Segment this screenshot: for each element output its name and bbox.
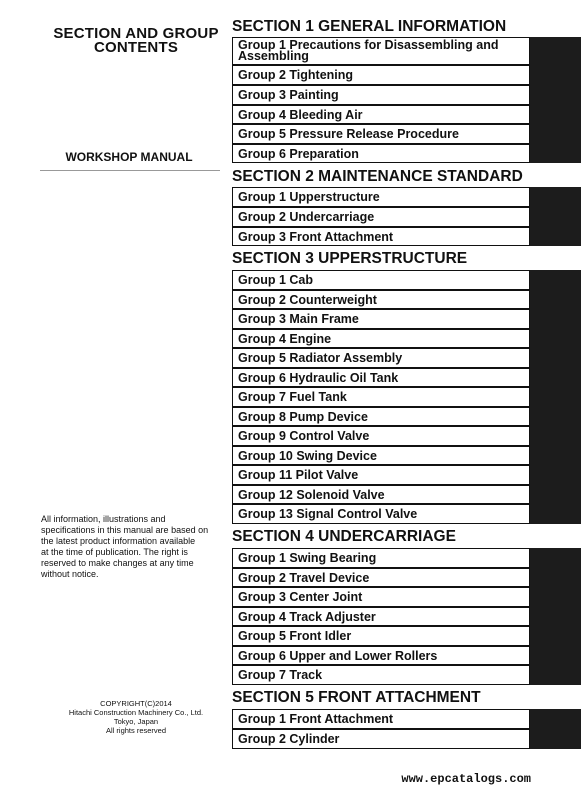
divider xyxy=(40,170,220,171)
toc-row[interactable]: Group 4 Engine xyxy=(232,329,530,348)
workshop-manual-label: WORKSHOP MANUAL xyxy=(65,150,193,164)
toc-row[interactable]: Group 10 Swing Device xyxy=(232,446,530,465)
copyright-line: All rights reserved xyxy=(105,726,167,735)
section-5-title: SECTION 5 FRONT ATTACHMENT xyxy=(232,689,481,706)
toc-row[interactable]: Group 4 Bleeding Air xyxy=(232,105,530,124)
toc-row[interactable]: Group 1 Front Attachment xyxy=(232,709,530,729)
notice-line: without notice. xyxy=(41,569,99,579)
toc-row[interactable]: Group 2 Undercarriage xyxy=(232,207,530,227)
section-1-title: SECTION 1 GENERAL INFORMATION xyxy=(232,18,507,35)
toc-row[interactable]: Group 2 Cylinder xyxy=(232,729,530,749)
toc-row[interactable]: Group 2 Tightening xyxy=(232,65,530,85)
toc-row[interactable]: Group 4 Track Adjuster xyxy=(232,607,530,626)
toc-row[interactable]: Group 9 Control Valve xyxy=(232,426,530,446)
section-tab-1 xyxy=(530,37,581,163)
toc-row[interactable]: Group 6 Upper and Lower Rollers xyxy=(232,646,530,665)
section-tab-2 xyxy=(530,187,581,246)
contents-title xyxy=(45,27,227,55)
section-tab-4 xyxy=(530,548,581,685)
toc-row[interactable]: Group 1 Precautions for Disassembling and Assembling xyxy=(232,37,530,65)
toc-row[interactable]: Group 6 Hydraulic Oil Tank xyxy=(232,368,530,387)
contents-title-line1: SECTION AND GROUP xyxy=(53,25,219,42)
section-tab-5 xyxy=(530,709,581,749)
toc-row[interactable]: Group 6 Preparation xyxy=(232,144,530,163)
toc-row[interactable]: Group 7 Fuel Tank xyxy=(232,387,530,407)
toc-row[interactable]: Group 3 Painting xyxy=(232,85,530,105)
copyright-line: Tokyo, Japan xyxy=(113,717,159,726)
section-2-title: SECTION 2 MAINTENANCE STANDARD xyxy=(232,168,523,185)
toc-row[interactable]: Group 1 Cab xyxy=(232,270,530,290)
website-watermark[interactable]: www.epcatalogs.com xyxy=(401,772,531,786)
toc-row[interactable]: Group 13 Signal Control Valve xyxy=(232,504,530,524)
notice-line: All information, illustrations and xyxy=(41,514,166,524)
notice-line: specifications in this manual are based on xyxy=(41,525,209,535)
section-4-title: SECTION 4 UNDERCARRIAGE xyxy=(232,528,456,545)
toc-row[interactable]: Group 5 Radiator Assembly xyxy=(232,348,530,368)
toc-row[interactable]: Group 3 Main Frame xyxy=(232,309,530,329)
toc-row[interactable]: Group 1 Upperstructure xyxy=(232,187,530,207)
toc-row[interactable]: Group 7 Track xyxy=(232,665,530,685)
toc-row[interactable]: Group 12 Solenoid Valve xyxy=(232,485,530,504)
toc-row[interactable]: Group 5 Front Idler xyxy=(232,626,530,646)
notice-line: at the time of publication. The right is xyxy=(41,547,188,557)
toc-row[interactable]: Group 5 Pressure Release Procedure xyxy=(232,124,530,144)
contents-title-line2: CONTENTS xyxy=(93,39,179,56)
copyright-line: Hitachi Construction Machinery Co., Ltd. xyxy=(68,708,204,717)
toc-row[interactable]: Group 8 Pump Device xyxy=(232,407,530,426)
copyright-line: COPYRIGHT(C)2014 xyxy=(100,699,172,708)
toc-row[interactable]: Group 1 Swing Bearing xyxy=(232,548,530,568)
toc-row[interactable]: Group 3 Center Joint xyxy=(232,587,530,607)
copyright-block xyxy=(45,699,227,735)
toc-row[interactable]: Group 2 Counterweight xyxy=(232,290,530,309)
toc-row[interactable]: Group 3 Front Attachment xyxy=(232,227,530,246)
notice-line: reserved to make changes at any time xyxy=(41,558,194,568)
notice-line: the latest product information available xyxy=(41,536,196,546)
notice-text xyxy=(41,514,223,580)
toc-row[interactable]: Group 11 Pilot Valve xyxy=(232,465,530,485)
toc-row[interactable]: Group 2 Travel Device xyxy=(232,568,530,587)
section-3-title: SECTION 3 UPPERSTRUCTURE xyxy=(232,250,468,267)
section-tab-3 xyxy=(530,270,581,524)
